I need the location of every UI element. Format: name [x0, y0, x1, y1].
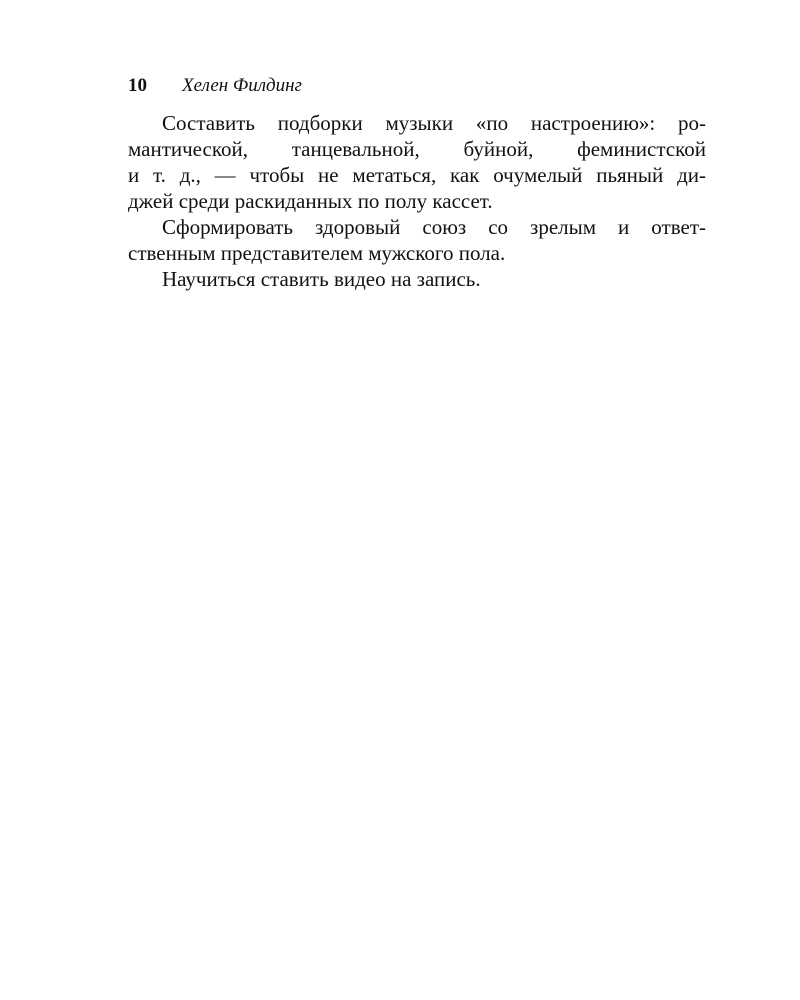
- body-text: [128, 110, 706, 292]
- author-name: Хелен Филдинг: [182, 75, 302, 96]
- text-line: и т. д., — чтобы не метаться, как очумелый пьяный ди-: [128, 163, 706, 187]
- text-line: мантической, танцевальной, буйной, феминистской: [128, 137, 706, 161]
- text-line: Составить подборки музыки «по настроению»: ро-: [162, 111, 706, 135]
- text-line: ственным представителем мужского пола.: [128, 241, 506, 265]
- page-number: 10: [128, 75, 147, 96]
- text-line: Сформировать здоровый союз со зрелым и ответ-: [162, 215, 706, 239]
- text-line: джей среди раскиданных по полу кассет.: [128, 189, 493, 213]
- running-head: [128, 74, 302, 98]
- text-line: Научиться ставить видео на запись.: [162, 267, 481, 291]
